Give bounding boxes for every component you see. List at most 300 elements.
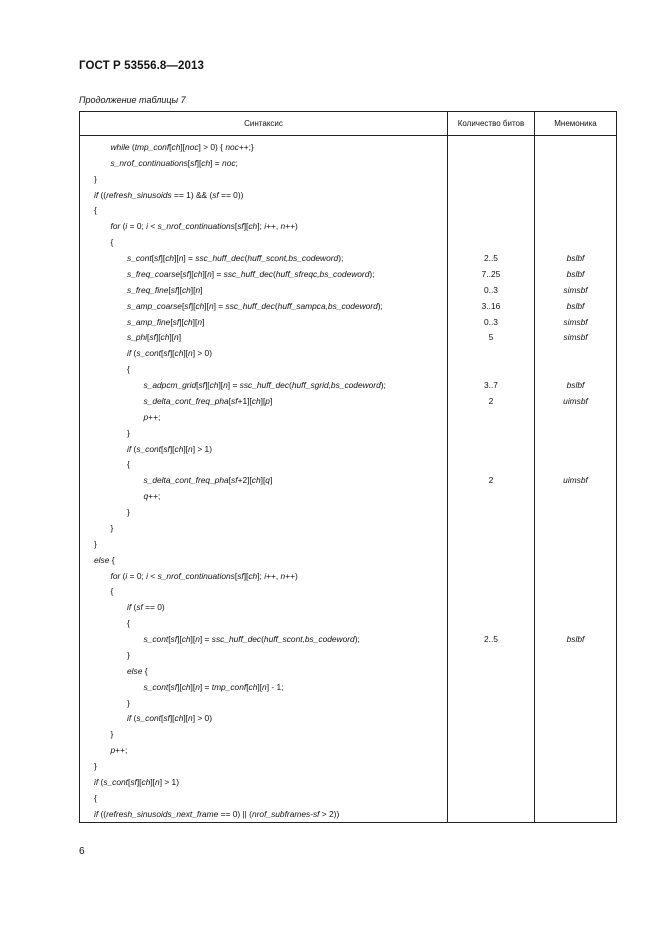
syntax-token: huff_sgrid,bs_codeword — [291, 380, 381, 391]
mnemonic-cell: bslbf — [535, 298, 617, 314]
table-row — [80, 758, 617, 774]
syntax-token: p — [143, 411, 149, 422]
syntax-token: ] — [178, 332, 182, 343]
syntax-token: } — [127, 427, 130, 438]
syntax-cell — [80, 774, 448, 790]
table-row — [80, 520, 617, 536]
bits-cell — [448, 504, 535, 520]
syntax-token: sf — [130, 776, 137, 787]
syntax-token: } — [94, 173, 97, 184]
syntax-token: ++) — [285, 221, 298, 232]
bits-cell — [448, 679, 535, 695]
syntax-token: ch — [201, 157, 211, 168]
syntax-cell — [80, 155, 448, 171]
table-row — [80, 441, 617, 457]
syntax-token: ( — [98, 776, 104, 787]
syntax-token: ][ — [150, 776, 156, 787]
syntax-cell — [80, 203, 448, 219]
page-number: 6 — [79, 846, 85, 857]
syntax-token: [ — [161, 348, 164, 359]
table-row — [80, 361, 617, 377]
syntax-token: = 0; — [127, 570, 147, 581]
bits-cell — [448, 520, 535, 536]
mnemonic-cell — [535, 234, 617, 250]
syntax-token: { — [110, 237, 114, 248]
table-row — [80, 187, 617, 203]
syntax-token: ssc_huff_dec — [239, 380, 290, 391]
bits-cell — [448, 663, 535, 679]
syntax-token: ); — [369, 268, 375, 279]
syntax-cell — [80, 393, 448, 409]
syntax-token: ] = — [210, 157, 223, 168]
table-row — [80, 647, 617, 663]
bits-cell — [448, 774, 535, 790]
table-row — [80, 472, 617, 488]
mnemonic-cell — [535, 155, 617, 171]
syntax-token: ][ — [169, 443, 175, 454]
syntax-token: < — [148, 221, 158, 232]
syntax-token: while — [110, 141, 130, 152]
syntax-token: ][ — [260, 395, 266, 406]
syntax-token: ( — [131, 443, 137, 454]
syntax-token: ssc_huff_dec — [223, 268, 273, 279]
syntax-token: ] = — [213, 300, 226, 311]
syntax-token: sf — [149, 332, 156, 343]
mnemonic-cell — [535, 441, 617, 457]
syntax-cell — [80, 314, 448, 330]
bits-cell — [448, 552, 535, 568]
table-row — [80, 282, 617, 298]
syntax-cell — [80, 742, 448, 758]
syntax-token: n — [262, 681, 267, 692]
table-row — [80, 155, 617, 171]
syntax-cell — [80, 139, 448, 155]
syntax-token: ssc_huff_dec — [211, 634, 262, 645]
table-row — [80, 425, 617, 441]
mnemonic-cell — [535, 203, 617, 219]
bits-cell — [448, 584, 535, 600]
mnemonic-cell: bslbf — [535, 266, 617, 282]
table-row — [80, 377, 617, 393]
syntax-token: } — [110, 729, 114, 740]
bits-cell — [448, 409, 535, 425]
mnemonic-cell — [535, 520, 617, 536]
bits-cell — [448, 171, 535, 187]
syntax-token: n — [280, 570, 286, 581]
mnemonic-cell — [535, 742, 617, 758]
table-row — [80, 711, 617, 727]
syntax-token: if — [127, 713, 132, 724]
syntax-token: ][ — [190, 300, 196, 311]
syntax-cell — [80, 472, 448, 488]
bits-cell — [448, 711, 535, 727]
syntax-token: sf — [163, 443, 170, 454]
syntax-token: ] > 1) — [159, 776, 180, 787]
syntax-token: ++, — [266, 570, 281, 581]
syntax-token: [ — [246, 681, 249, 692]
mnemonic-cell — [535, 568, 617, 584]
syntax-token: ch — [165, 253, 175, 264]
bits-cell — [448, 218, 535, 234]
syntax-cell — [80, 441, 448, 457]
syntax-token: ); — [380, 380, 386, 391]
syntax-token: [ — [196, 380, 199, 391]
syntax-token: ][ — [204, 300, 209, 311]
syntax-token: s_freq_coarse — [127, 268, 181, 279]
syntax-token: [ — [128, 776, 131, 787]
syntax-token: ch — [183, 316, 193, 327]
syntax-token: tmp_conf — [211, 681, 247, 692]
syntax-token: ][ — [204, 380, 210, 391]
syntax-token: == 0)) — [218, 189, 244, 200]
syntax-token: [ — [169, 141, 172, 152]
mnemonic-cell: simsbf — [535, 282, 617, 298]
syntax-token: } — [94, 538, 97, 549]
syntax-cell — [80, 330, 448, 346]
syntax-token: sf — [237, 221, 244, 232]
syntax-token: s_cont — [127, 253, 152, 264]
syntax-token: ]; — [257, 570, 265, 581]
syntax-token: [ — [234, 570, 238, 581]
mnemonic-cell — [535, 345, 617, 361]
table-row — [80, 615, 617, 631]
syntax-token: if — [94, 776, 99, 787]
bits-cell — [448, 234, 535, 250]
syntax-token: refresh_sinusoids — [106, 189, 172, 200]
syntax-cell — [80, 409, 448, 425]
syntax-token: ][ — [179, 316, 184, 327]
table-row — [80, 139, 617, 155]
bits-cell — [448, 599, 535, 615]
table-row — [80, 806, 617, 822]
syntax-cell — [80, 504, 448, 520]
syntax-token: [ — [180, 268, 183, 279]
mnemonic-cell — [535, 790, 617, 806]
syntax-cell — [80, 234, 448, 250]
syntax-token: s_nrof_continuations — [157, 221, 235, 232]
syntax-cell — [80, 250, 448, 266]
syntax-token: ][ — [196, 157, 202, 168]
syntax-cell — [80, 298, 448, 314]
mnemonic-cell — [535, 361, 617, 377]
syntax-token: i — [146, 221, 149, 232]
syntax-cell — [80, 536, 448, 552]
syntax-token: = 0; — [127, 221, 147, 232]
syntax-token: for — [110, 570, 121, 581]
syntax-token: ][ — [190, 634, 196, 645]
syntax-token: s_cont — [136, 443, 161, 454]
syntax-token: ch — [251, 475, 261, 486]
syntax-token: n — [207, 268, 212, 279]
mnemonic-cell — [535, 599, 617, 615]
mnemonic-cell — [535, 615, 617, 631]
syntax-token: n — [223, 380, 228, 391]
syntax-token: sf — [170, 681, 178, 692]
syntax-token: ][ — [257, 681, 263, 692]
syntax-cell — [80, 631, 448, 647]
bits-cell — [448, 361, 535, 377]
syntax-token: ][ — [183, 348, 189, 359]
table-row — [80, 330, 617, 346]
syntax-token: for — [110, 221, 121, 232]
syntax-token: s_cont — [136, 348, 161, 359]
table-row — [80, 250, 617, 266]
table-row — [80, 171, 617, 187]
syntax-token: == 1) && ( — [171, 189, 213, 200]
syntax-token: ); — [338, 253, 344, 264]
syntax-token: { — [142, 665, 148, 676]
syntax-token: sf — [136, 602, 143, 613]
syntax-token: s_cont — [143, 681, 169, 692]
syntax-token: ][ — [183, 713, 189, 724]
syntax-token: < — [148, 570, 158, 581]
table-row — [80, 568, 617, 584]
bits-cell — [448, 806, 535, 822]
syntax-token: s_nrof_continuations — [110, 157, 188, 168]
syntax-token: ch — [248, 221, 258, 232]
syntax-token: ] = — [227, 380, 240, 391]
syntax-token: ch — [181, 634, 191, 645]
bits-cell: 2..5 — [448, 250, 535, 266]
syntax-token: ][ — [169, 332, 175, 343]
mnemonic-cell: uimsbf — [535, 393, 617, 409]
syntax-token: p — [110, 745, 116, 756]
syntax-token: ++; — [148, 491, 161, 502]
syntax-token: ] = — [199, 681, 212, 692]
mnemonic-cell: uimsbf — [535, 472, 617, 488]
syntax-cell — [80, 679, 448, 695]
syntax-token: else — [127, 665, 143, 676]
syntax-token: ][ — [180, 141, 186, 152]
syntax-token: ][ — [243, 221, 249, 232]
syntax-token: ( — [273, 268, 276, 279]
syntax-token: ); — [377, 300, 383, 311]
syntax-token: ][ — [218, 380, 224, 391]
syntax-token: ch — [209, 380, 219, 391]
syntax-token: n — [195, 634, 200, 645]
syntax-token: ][ — [169, 713, 175, 724]
bits-cell: 2 — [448, 472, 535, 488]
syntax-token: ; — [235, 157, 238, 168]
syntax-token: ch — [160, 332, 170, 343]
syntax-token: sf — [163, 713, 170, 724]
syntax-cell — [80, 361, 448, 377]
syntax-token: ] > 0) { — [198, 141, 226, 152]
bits-cell: 0..3 — [448, 282, 535, 298]
syntax-token: ][ — [260, 475, 266, 486]
syntax-cell — [80, 663, 448, 679]
syntax-token: [ — [228, 395, 232, 406]
table-row — [80, 488, 617, 504]
syntax-token: ( — [244, 253, 248, 264]
syntax-token: ++, — [266, 221, 281, 232]
syntax-token: ( — [129, 141, 135, 152]
syntax-token: i — [264, 570, 267, 581]
syntax-token: n — [188, 348, 193, 359]
syntax-token: s_adpcm_grid — [143, 380, 197, 391]
syntax-token: n — [280, 221, 286, 232]
syntax-cell — [80, 187, 448, 203]
syntax-token: ( — [120, 570, 126, 581]
syntax-token: ssc_huff_dec — [225, 300, 275, 311]
syntax-token: i — [264, 221, 267, 232]
syntax-token: ] = — [183, 253, 196, 264]
syntax-token: ] — [202, 316, 205, 327]
bits-cell — [448, 203, 535, 219]
syntax-token: ][ — [177, 634, 182, 645]
syntax-cell — [80, 345, 448, 361]
syntax-token: s_amp_coarse — [127, 300, 182, 311]
syntax-cell — [80, 457, 448, 473]
syntax-token: { — [127, 364, 130, 375]
syntax-token: sf — [154, 253, 161, 264]
syntax-token: ][ — [169, 348, 175, 359]
table-row — [80, 203, 617, 219]
syntax-token: ch — [193, 268, 203, 279]
mnemonic-cell — [535, 187, 617, 203]
syntax-token: [ — [168, 681, 171, 692]
bits-cell — [448, 726, 535, 742]
syntax-token: { — [110, 586, 114, 597]
syntax-token: } — [127, 507, 130, 518]
syntax-token: sf — [172, 316, 180, 327]
syntax-cell — [80, 266, 448, 282]
syntax-token: ][ — [136, 776, 142, 787]
syntax-token: huff_sfreqc,bs_codeword — [275, 268, 370, 279]
syntax-token: [ — [168, 284, 171, 295]
table-row — [80, 584, 617, 600]
syntax-token: if — [94, 189, 99, 200]
syntax-token: ch — [248, 570, 258, 581]
syntax-token: +1][ — [237, 395, 252, 406]
syntax-token: ][ — [177, 284, 182, 295]
mnemonic-cell — [535, 457, 617, 473]
syntax-cell — [80, 568, 448, 584]
syntax-token: s_cont — [143, 634, 169, 645]
syntax-token: > 2)) — [319, 808, 340, 819]
mnemonic-cell: bslbf — [535, 250, 617, 266]
syntax-token: (( — [98, 189, 107, 200]
syntax-token: n — [174, 332, 179, 343]
syntax-token: [ — [151, 253, 155, 264]
syntax-token: ( — [131, 602, 137, 613]
syntax-token: s_phi — [127, 332, 148, 343]
table-row — [80, 679, 617, 695]
syntax-token: sf — [163, 348, 170, 359]
mnemonic-cell — [535, 536, 617, 552]
syntax-token: ( — [120, 221, 126, 232]
table-row — [80, 552, 617, 568]
table-row — [80, 726, 617, 742]
table-row — [80, 742, 617, 758]
syntax-token: s_delta_cont_freq_pha — [143, 475, 229, 486]
syntax-token: ][ — [188, 268, 194, 279]
syntax-token: ++) — [285, 570, 298, 581]
syntax-cell — [80, 615, 448, 631]
syntax-cell — [80, 758, 448, 774]
syntax-token: ++; — [115, 745, 128, 756]
syntax-token: ] — [269, 395, 273, 406]
syntax-token: sf — [198, 380, 205, 391]
syntax-token: s_freq_fine — [127, 284, 169, 295]
syntax-cell — [80, 488, 448, 504]
syntax-token: if — [94, 808, 99, 819]
syntax-token: i — [146, 570, 149, 581]
syntax-token: +2][ — [237, 475, 252, 486]
syntax-token: [ — [147, 332, 150, 343]
syntax-token: noc — [225, 141, 239, 152]
syntax-token: n — [155, 776, 160, 787]
table-row — [80, 298, 617, 314]
syntax-token: ][ — [174, 253, 179, 264]
syntax-token: ][ — [190, 681, 196, 692]
table-row — [80, 393, 617, 409]
syntax-token: sf — [231, 395, 238, 406]
mnemonic-cell — [535, 504, 617, 520]
syntax-cell — [80, 599, 448, 615]
syntax-token: s_nrof_continuations — [157, 570, 235, 581]
syntax-token: [ — [234, 221, 238, 232]
bits-cell: 3..16 — [448, 298, 535, 314]
syntax-token: ); — [354, 634, 360, 645]
mnemonic-cell: simsbf — [535, 330, 617, 346]
syntax-token: huff_scont,bs_codeword — [247, 253, 339, 264]
syntax-token: sf — [231, 475, 238, 486]
syntax-token: sf — [170, 284, 178, 295]
column-header-syntax: Синтаксис — [80, 112, 448, 136]
syntax-token: ] — [200, 284, 203, 295]
syntax-token: { — [127, 618, 130, 629]
table-row — [80, 345, 617, 361]
mnemonic-cell — [535, 806, 617, 822]
syntax-cell — [80, 726, 448, 742]
syntax-token: } — [127, 649, 130, 660]
syntax-cell — [80, 647, 448, 663]
syntax-token: if — [127, 348, 132, 359]
syntax-token: ch — [181, 681, 191, 692]
mnemonic-cell — [535, 726, 617, 742]
bits-cell — [448, 615, 535, 631]
syntax-token: [ — [168, 634, 171, 645]
syntax-token: s_cont — [136, 713, 161, 724]
syntax-token: n — [188, 443, 193, 454]
bits-cell — [448, 457, 535, 473]
table-row — [80, 774, 617, 790]
syntax-token: q — [265, 475, 270, 486]
syntax-token: s_delta_cont_freq_pha — [143, 395, 229, 406]
syntax-token: noc — [185, 141, 199, 152]
syntax-token: s_cont — [103, 776, 128, 787]
mnemonic-cell: bslbf — [535, 631, 617, 647]
syntax-token: [ — [187, 157, 191, 168]
table-row — [80, 218, 617, 234]
syntax-token: ( — [261, 634, 264, 645]
syntax-token: i — [125, 570, 128, 581]
syntax-token: ]; — [257, 221, 265, 232]
syntax-token: == 0) — [142, 602, 165, 613]
bits-cell: 7..25 — [448, 266, 535, 282]
bits-cell — [448, 187, 535, 203]
syntax-token: ] = — [199, 634, 212, 645]
syntax-token: ] — [269, 475, 273, 486]
mnemonic-cell — [535, 552, 617, 568]
syntax-token: p — [265, 395, 270, 406]
mnemonic-cell — [535, 409, 617, 425]
syntax-token: n — [188, 713, 193, 724]
syntax-token: ( — [289, 380, 292, 391]
syntax-cell — [80, 520, 448, 536]
syntax-token: sf — [237, 570, 244, 581]
